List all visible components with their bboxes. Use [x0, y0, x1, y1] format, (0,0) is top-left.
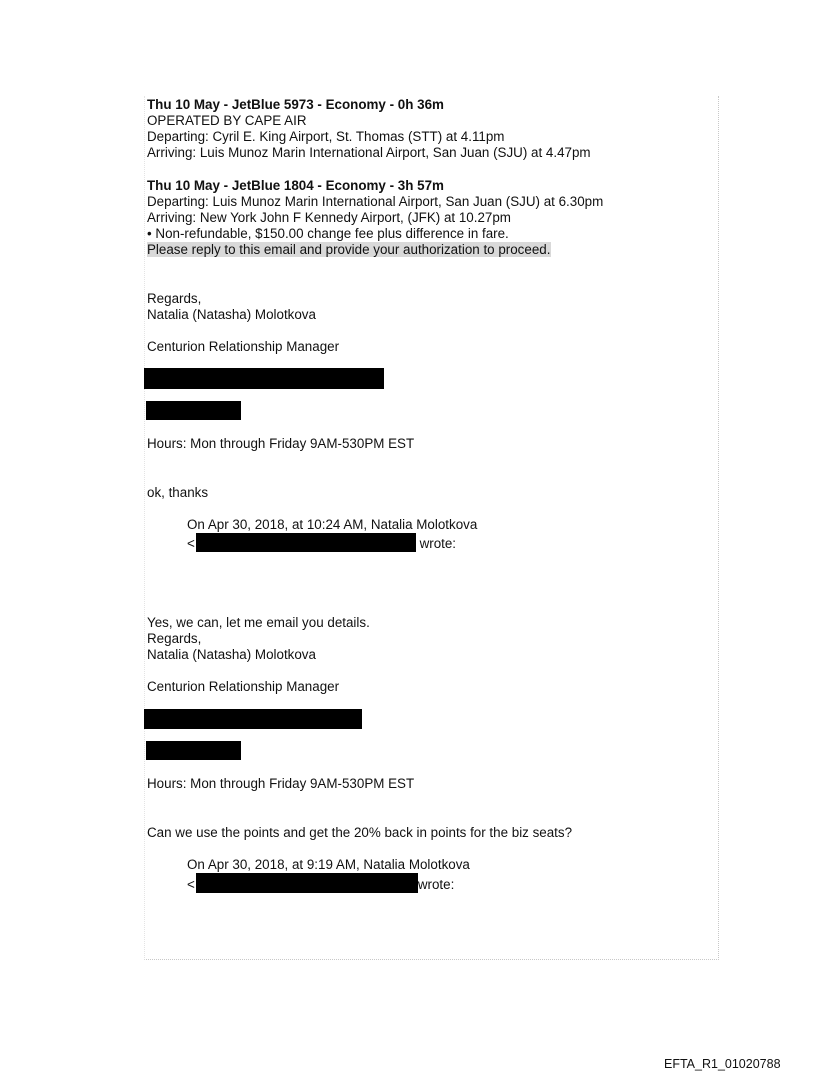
- redaction-block: [144, 368, 384, 389]
- fare-note: • Non-refundable, $150.00 change fee plus difference in fare.: [147, 226, 509, 241]
- flight1-arriving: Arriving: Luis Munoz Marin International Airport, San Juan (SJU) at 4.47pm: [147, 145, 591, 160]
- signature-title: Centurion Relationship Manager: [147, 679, 340, 694]
- quote-wrote: wrote:: [419, 536, 457, 551]
- quote-header-2: On Apr 30, 2018, at 9:19 AM, Natalia Molotkova: [187, 857, 470, 872]
- redaction-block: [146, 401, 241, 420]
- flight2-arriving: Arriving: New York John F Kennedy Airport, (JFK) at 10.27pm: [147, 210, 511, 225]
- document-id: EFTA_R1_01020788: [664, 1057, 781, 1071]
- flight1-operated: OPERATED BY CAPE AIR: [147, 113, 307, 128]
- quote-open-bracket: <: [187, 877, 195, 892]
- flight1-departing: Departing: Cyril E. King Airport, St. Thomas (STT) at 4.11pm: [147, 129, 505, 144]
- signature-title: Centurion Relationship Manager: [147, 339, 340, 354]
- signature-name: Natalia (Natasha) Molotkova: [147, 307, 316, 322]
- redaction-block: [196, 533, 416, 552]
- quote-open-bracket: <: [187, 536, 195, 551]
- redaction-block: [144, 709, 362, 729]
- quote-wrote: wrote:: [417, 877, 455, 892]
- redaction-block: [146, 741, 241, 760]
- redaction-block: [196, 873, 418, 893]
- quote-header-1: On Apr 30, 2018, at 10:24 AM, Natalia Molotkova: [187, 517, 478, 532]
- quote-sender-1: [187, 533, 456, 552]
- signature-regards: Regards,: [147, 631, 202, 646]
- authorization-request: [147, 242, 551, 258]
- signature-hours: Hours: Mon through Friday 9AM-530PM EST: [147, 776, 415, 791]
- quote-sender-2: [187, 873, 454, 893]
- authorization-request-text: Please reply to this email and provide your authorization to proceed.: [147, 242, 551, 257]
- reply-ok-thanks: ok, thanks: [147, 485, 209, 500]
- flight2-departing: Departing: Luis Munoz Marin International Airport, San Juan (SJU) at 6.30pm: [147, 194, 604, 209]
- signature-hours: Hours: Mon through Friday 9AM-530PM EST: [147, 436, 415, 451]
- signature-regards: Regards,: [147, 291, 202, 306]
- flight1-heading: Thu 10 May - JetBlue 5973 - Economy - 0h 36m: [147, 97, 444, 112]
- message-yes-we-can: Yes, we can, let me email you details.: [147, 615, 370, 630]
- flight2-heading: Thu 10 May - JetBlue 1804 - Economy - 3h 57m: [147, 178, 444, 193]
- signature-name: Natalia (Natasha) Molotkova: [147, 647, 316, 662]
- reply-biz-seats: Can we use the points and get the 20% back in points for the biz seats?: [147, 825, 573, 840]
